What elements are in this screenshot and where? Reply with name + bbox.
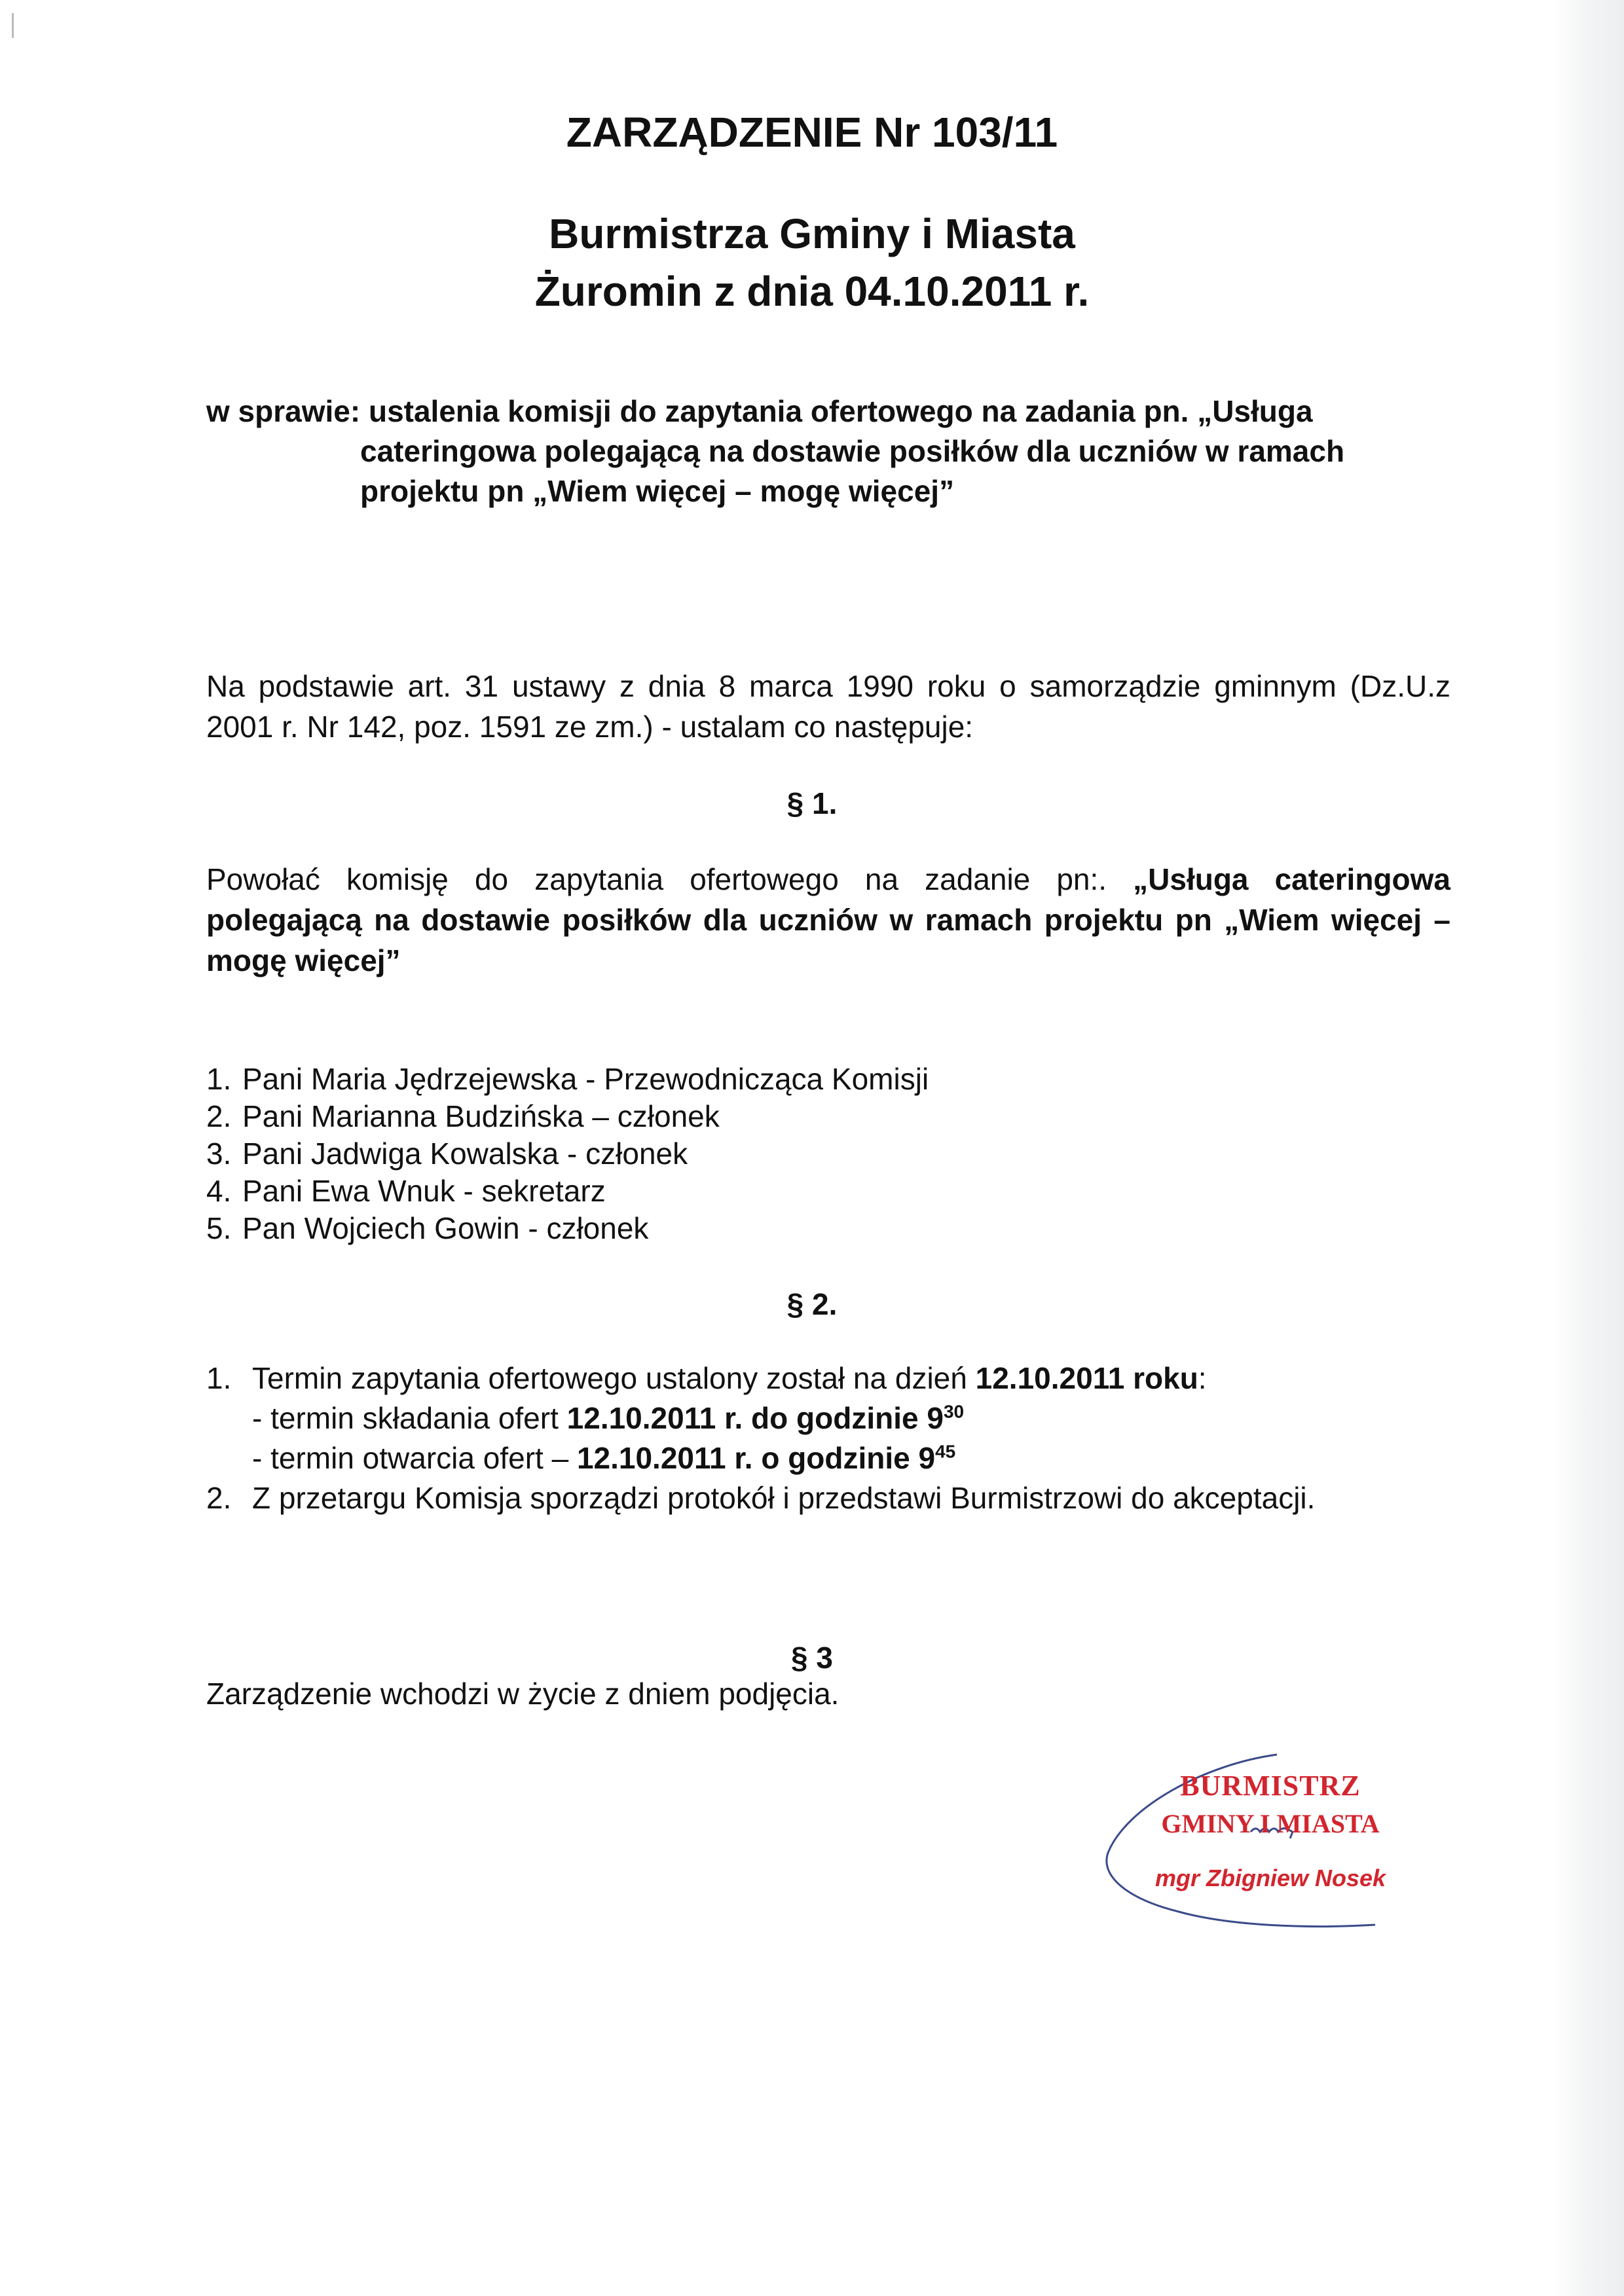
scan-edge-shadow <box>1552 0 1624 2296</box>
mayor-stamp <box>1100 1735 1441 1944</box>
section-2-item-2: 2. Z przetargu Komisja sporządzi protokół i przedstawi Burmistrzowi do akceptacji. <box>206 1481 1316 1515</box>
section-2-item-1: 1. Termin zapytania ofertowego ustalony został na dzień 12.10.2011 roku: <box>206 1361 1207 1395</box>
committee-members-list <box>206 1061 929 1247</box>
list-item: 5. Pan Wojciech Gowin - członek <box>206 1211 649 1245</box>
section-2-subitem-offers-deadline: - termin składania ofert 12.10.2011 r. do godzinie $9^{30}$ <box>252 1401 965 1435</box>
subject-block <box>206 392 1450 511</box>
document-issuer: Burmistrza Gminy i Miasta <box>549 210 1075 257</box>
subject-line-3: projektu pn „Wiem więcej – mogę więcej” <box>360 474 955 508</box>
document-title: ZARZĄDZENIE Nr 103/11 <box>566 109 1058 156</box>
section-1-heading: § 1. <box>786 786 838 820</box>
section-1-text <box>206 859 1450 981</box>
list-item: 3. Pani Jadwiga Kowalska - członek <box>206 1137 688 1171</box>
document-date: Żuromin z dnia 04.10.2011 r. <box>534 268 1090 315</box>
section-3-text: Zarządzenie wchodzi w życie z dniem podjęcia. <box>206 1677 840 1711</box>
scan-mark <box>12 13 18 38</box>
section-2-list <box>206 1358 1315 1518</box>
legal-basis: Na podstawie art. 31 ustawy z dnia 8 marca 1990 roku o samorządzie gminnym (Dz.U.z 2001 r. Nr 142, poz. 1591 ze zm.) - ustalam co następuje: <box>206 669 1450 744</box>
section-2-heading: § 2. <box>786 1287 838 1321</box>
section-1-text-plain: Powołać komisję do zapytania ofertowego na zadanie pn:. <box>206 862 1134 896</box>
stamp-subtitle: GMINY I MIASTA <box>1161 1809 1380 1838</box>
section-2-subitem-opening: - termin otwarcia ofert – 12.10.2011 r. o godzinie $9^{45}$ <box>252 1441 956 1475</box>
subject-line-2: cateringowa polegającą na dostawie posiłków dla uczniów w ramach <box>360 434 1345 468</box>
list-item: 4. Pani Ewa Wnuk - sekretarz <box>206 1174 606 1208</box>
list-item: 1. Pani Maria Jędrzejewska - Przewodnicząca Komisji <box>206 1062 929 1096</box>
section-3-heading: § 3 <box>791 1641 833 1675</box>
stamp-signatory: mgr Zbigniew Nosek <box>1154 1865 1386 1891</box>
stamp-title: BURMISTRZ <box>1180 1770 1361 1802</box>
section-1-text-bold: „Usługa cateringowa polegającą na dostawie posiłków dla uczniów w ramach projektu pn „Wiem więcej – mogę więcej” <box>206 862 1450 977</box>
list-item: 2. Pani Marianna Budzińska – członek <box>206 1099 720 1133</box>
signature-scribble <box>1100 1735 1441 1944</box>
subject-line-1: w sprawie: ustalenia komisji do zapytania ofertowego na zadania pn. „Usługa <box>206 394 1313 428</box>
